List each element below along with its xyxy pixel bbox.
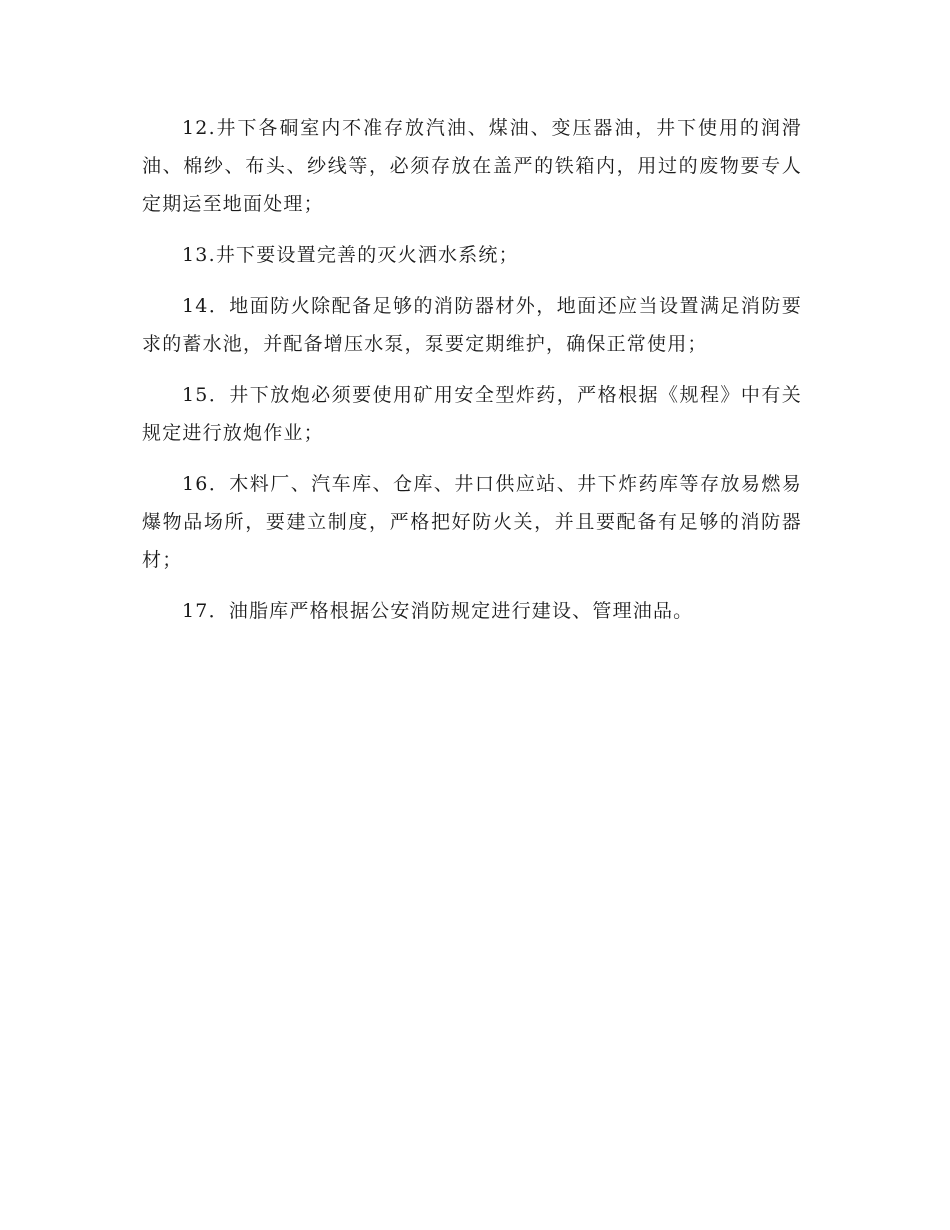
document-body bbox=[142, 109, 802, 643]
paragraph-item-16: 16．木料厂、汽车库、仓库、井口供应站、井下炸药库等存放易燃易爆物品场所，要建立制度，严格把好防火关，并且要配备有足够的消防器材； bbox=[142, 473, 802, 571]
paragraph-item-15: 15．井下放炮必须要使用矿用安全型炸药，严格根据《规程》中有关规定进行放炮作业； bbox=[142, 384, 802, 444]
paragraph-item-12: 12.井下各硐室内不准存放汽油、煤油、变压器油，井下使用的润滑油、棉纱、布头、纱线等，必须存放在盖严的铁箱内，用过的废物要专人定期运至地面处理； bbox=[142, 117, 802, 215]
paragraph-item-14: 14．地面防火除配备足够的消防器材外，地面还应当设置满足消防要求的蓄水池，并配备增压水泵，泵要定期维护，确保正常使用； bbox=[142, 295, 802, 355]
paragraph-item-13: 13.井下要设置完善的灭火洒水系统； bbox=[182, 244, 519, 266]
paragraph-item-17: 17．油脂库严格根据公安消防规定进行建设、管理油品。 bbox=[182, 600, 694, 622]
